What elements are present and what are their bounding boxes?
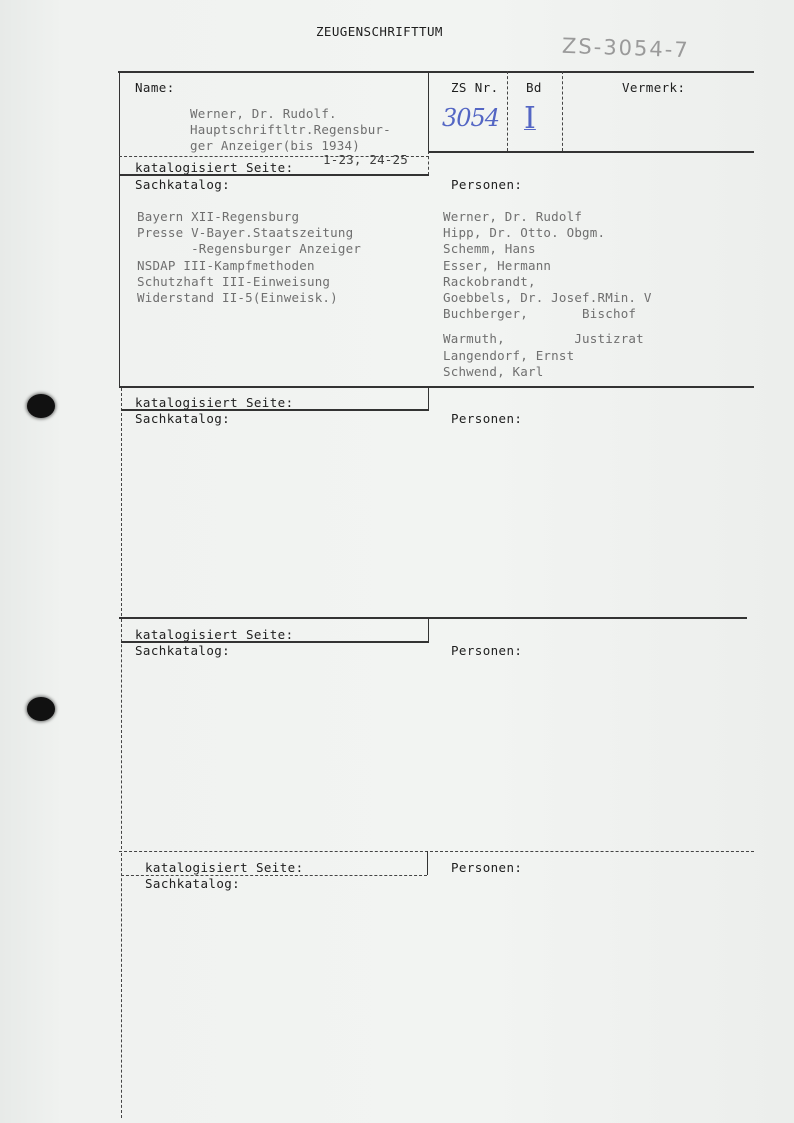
- kat-label-1: katalogisiert Seite:: [135, 160, 294, 175]
- sachkatalog-entry: NSDAP III-Kampfmethoden: [137, 258, 315, 273]
- frame-left-4: [121, 853, 122, 1118]
- personen-entry: Rackobrandt,: [443, 274, 536, 289]
- punch-hole-bottom: [27, 697, 55, 721]
- divider-zs-bd: [507, 71, 508, 151]
- name-line-1: Werner, Dr. Rudolf.: [190, 106, 337, 121]
- rule-under-name: [428, 151, 754, 153]
- sachkatalog-entry: Presse V-Bayer.Staatszeitung: [137, 225, 354, 240]
- personen-entry: Hipp, Dr. Otto. Obgm.: [443, 225, 606, 240]
- name-line-2: Hauptschriftltr.Regensbur-: [190, 122, 391, 137]
- kat-label-2: katalogisiert Seite:: [135, 395, 294, 410]
- rule-top: [118, 71, 754, 73]
- personen-entry: Schwend, Karl: [443, 364, 544, 379]
- zs-nr-label: ZS Nr.: [451, 80, 499, 95]
- divider-bd-vermerk: [562, 71, 563, 151]
- kat-box-4-right: [427, 851, 428, 875]
- sachkatalog-entry: -Regensburger Anzeiger: [137, 241, 362, 256]
- frame-left-2: [121, 388, 122, 616]
- personen-label-4: Personen:: [451, 860, 523, 875]
- kat-label-4: katalogisiert Seite:: [145, 860, 304, 875]
- personen-entry: Goebbels, Dr. Josef.RMin. V: [443, 290, 652, 305]
- sachkatalog-entry: Schutzhaft III-Einweisung: [137, 274, 331, 289]
- punch-hole-top: [27, 394, 55, 418]
- sachkatalog-label-1: Sachkatalog:: [135, 177, 231, 192]
- personen-entry: Werner, Dr. Rudolf: [443, 209, 583, 224]
- name-line-3: ger Anzeiger(bis 1934): [190, 138, 360, 153]
- personen-entry: Langendorf, Ernst: [443, 348, 575, 363]
- zs-nr-value: 3054: [442, 104, 500, 132]
- kat-pages-1: 1-23, 24-25: [323, 152, 408, 167]
- personen-entry: Warmuth, Justizrat: [443, 331, 644, 346]
- sachkatalog-label-2: Sachkatalog:: [135, 411, 231, 426]
- kat-label-3: katalogisiert Seite:: [135, 627, 294, 642]
- personen-entry: Esser, Hermann: [443, 258, 552, 273]
- document-title: ZEUGENSCHRIFTTUM: [316, 24, 443, 39]
- personen-entry: Schemm, Hans: [443, 241, 536, 256]
- sachkatalog-entry: Widerstand II-5(Einweisk.): [137, 290, 338, 305]
- personen-label-1: Personen:: [451, 177, 523, 192]
- kat-box-3-right: [428, 619, 429, 641]
- rule-block-4-top: [119, 851, 754, 852]
- personen-label-2: Personen:: [451, 411, 523, 426]
- personen-entry: Buchberger, Bischof: [443, 306, 637, 321]
- name-label: Name:: [135, 80, 175, 95]
- rule-block-3-top: [119, 617, 747, 619]
- personen-label-3: Personen:: [451, 643, 523, 658]
- frame-left-3: [121, 619, 122, 849]
- bd-value: I: [524, 101, 536, 136]
- sachkatalog-entry: Bayern XII-Regensburg: [137, 209, 300, 224]
- divider-name-zs: [428, 71, 429, 151]
- vermerk-label: Vermerk:: [622, 80, 686, 95]
- sachkatalog-label-3: Sachkatalog:: [135, 643, 231, 658]
- frame-left-edge: [119, 71, 120, 386]
- archive-note: ZS-3054-7: [561, 33, 691, 63]
- rule-block-2-top: [119, 386, 754, 388]
- bd-label: Bd: [526, 80, 542, 95]
- sachkatalog-label-4: Sachkatalog:: [145, 876, 241, 891]
- kat-box-1-right: [428, 151, 429, 175]
- kat-box-2-right: [428, 386, 429, 410]
